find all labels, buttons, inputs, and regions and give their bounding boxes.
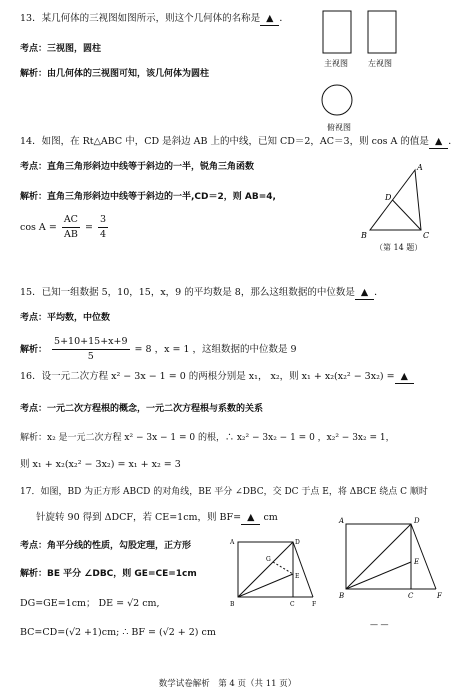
q15-question-text: 15．已知一组数据 5，10，15，x，9 的平均数是 8，那么这组数据的中位数是 (20, 287, 355, 298)
q15-answer: ▲ (355, 287, 374, 300)
fig2-label-f: F (437, 592, 442, 600)
bisector-be (238, 574, 293, 597)
q17-answer: ▲ (241, 512, 260, 525)
q13-kaodian: 考点：三视图，圆柱 (20, 44, 102, 54)
bisector-be-large (346, 562, 411, 589)
q13-question: 13．某几何体的三视图如图所示，则这个几何体的名称是 ▲ ． (20, 13, 289, 24)
q16-answer: ▲ (395, 371, 414, 384)
q16-question (20, 371, 414, 384)
q15-question: 15．已知一组数据 5，10，15，x，9 的平均数是 8，那么这组数据的中位数是 ▲ ． (20, 287, 384, 298)
q17-dash-marks: — — (370, 620, 389, 629)
q14-frac1-den: AB (63, 229, 78, 240)
label-b: B (361, 231, 367, 240)
q14-figure-caption: （第 14 题） (375, 243, 423, 252)
fig1-label-f: F (312, 601, 317, 608)
fig1-label-d: D (295, 539, 300, 546)
q14-frac-ac-ab (62, 213, 80, 242)
segment-df-large (411, 524, 436, 589)
fig1-label-e: E (295, 573, 300, 580)
q16-kaodian: 考点：一元二次方程根的概念，一元二次方程根与系数的关系 (20, 404, 264, 414)
front-view-rect (323, 11, 351, 53)
label-c: C (423, 231, 430, 240)
q14-question: 14．如图，在 Rt△ABC 中，CD 是斜边 AB 上的中线，已知 CD＝2，AC＝3，则 cos A 的值是 ▲ ． (20, 136, 458, 147)
fig1-label-c: C (290, 601, 295, 608)
q15-frac (52, 335, 129, 364)
q13-answer: ▲ (260, 13, 279, 26)
q17-step3: BC=CD=(√2 +1)cm; ∴ BF = (√2 + 2) cm (20, 627, 216, 638)
fig1-label-b: B (230, 601, 235, 608)
q14-jiexi: 解析：直角三角形斜边中线等于斜边的一半,CD＝2，则 AB=4, (20, 192, 276, 202)
top-view-caption: 俯视图 (327, 123, 351, 132)
q17-question-line1: 17．如图，BD 为正方形 ABCD 的对角线，BE 平分 ∠DBC，交 DC 于点 E，将 ΔBCE 绕点 C 顺时 (20, 487, 428, 497)
segment-df (293, 542, 313, 597)
fig2-label-e: E (414, 558, 420, 566)
fig2-label-d: D (414, 517, 420, 525)
q15-jiexi (20, 335, 297, 364)
q16-result: 则 x₁ + x₂(x₂² − 3x₂) = x₁ + x₂ = 3 (20, 459, 181, 470)
q14-kaodian: 考点：直角三角形斜边中线等于斜边的一半，锐角三角函数 (20, 162, 255, 172)
q15-jiexi-prefix: 解析： (20, 345, 48, 355)
left-view-rect (368, 11, 396, 53)
fig2-label-c: C (408, 592, 414, 600)
q13-jiexi: 解析：由几何体的三视图可知，该几何体为圆柱 (20, 69, 210, 79)
q13-question-text: 13．某几何体的三视图如图所示，则这个几何体的名称是 (20, 13, 261, 24)
q14-cos-formula: cos A = $\frac{AC}{AB}$ = $\frac{3}{4}$ (20, 214, 106, 240)
label-d: D (385, 193, 392, 202)
page-footer: 数学试卷解析 第 4 页（共 11 页） (158, 679, 297, 689)
left-view-caption: 左视图 (368, 59, 392, 68)
q17-figure-square (228, 534, 328, 612)
q14-cos-lhs: cos A = (20, 222, 57, 233)
q17-step2: DG=GE=1cm； DE = √2 cm, (20, 598, 160, 609)
q15-frac-num: 5+10+15+x+9 (52, 335, 129, 350)
q14-frac-3-4 (98, 213, 108, 242)
fig2-label-a: A (339, 517, 345, 525)
q14-frac2-den: 4 (99, 229, 106, 240)
median-cd (393, 200, 422, 230)
q15-frac-den: 5 (87, 351, 94, 362)
front-view-caption: 主视图 (324, 59, 348, 68)
q17-kaodian: 考点：角平分线的性质，勾股定理，正方形 (20, 541, 192, 551)
label-a: A (417, 163, 423, 172)
q16-jiexi: 解析：x₂ 是一元二次方程 x² − 3x − 1 = 0 的根，∴ x₂² − 3x₂ − 1 = 0 ，x₂² − 3x₂ = 1， (20, 433, 395, 443)
q17-figure-square-large (336, 514, 451, 608)
q14-triangle-figure (355, 160, 445, 255)
q14-question-text: 14．如图，在 Rt△ABC 中，CD 是斜边 AB 上的中线，已知 CD＝2，AC＝3，则 cos A 的值是 (20, 136, 429, 147)
q15-jiexi-rest: = 8 ，x = 1 ，这组数据的中位数是 9 (134, 344, 297, 355)
q14-frac1-num: AC (62, 213, 80, 228)
q17-jiexi: 解析：BE 平分 ∠DBC，则 GE=CE=1cm (20, 569, 197, 579)
segment-ge (273, 562, 293, 574)
triangle-abc (370, 170, 421, 230)
diagonal-bd-large (346, 524, 411, 589)
q14-frac2-num: 3 (98, 213, 108, 228)
fig1-label-g: G (266, 556, 271, 563)
q13-three-views (310, 8, 430, 138)
q17-question-line2 (36, 512, 278, 525)
q14-answer: ▲ (429, 136, 448, 149)
q17-question-text: 针旋转 90 得到 ΔDCF，若 CE=1cm，则 BF= (36, 512, 242, 523)
q15-kaodian: 考点：平均数，中位数 (20, 313, 111, 323)
q16-question-text: 16．设一元二次方程 x² − 3x − 1 = 0 的两根分别是 x₁， x₂，则 x₁ + x₂(x₂² − 3x₂) = (20, 371, 395, 382)
q17-unit: cm (263, 512, 278, 523)
fig2-label-b: B (339, 592, 345, 600)
top-view-circle (322, 85, 352, 115)
fig1-label-a: A (230, 539, 235, 546)
